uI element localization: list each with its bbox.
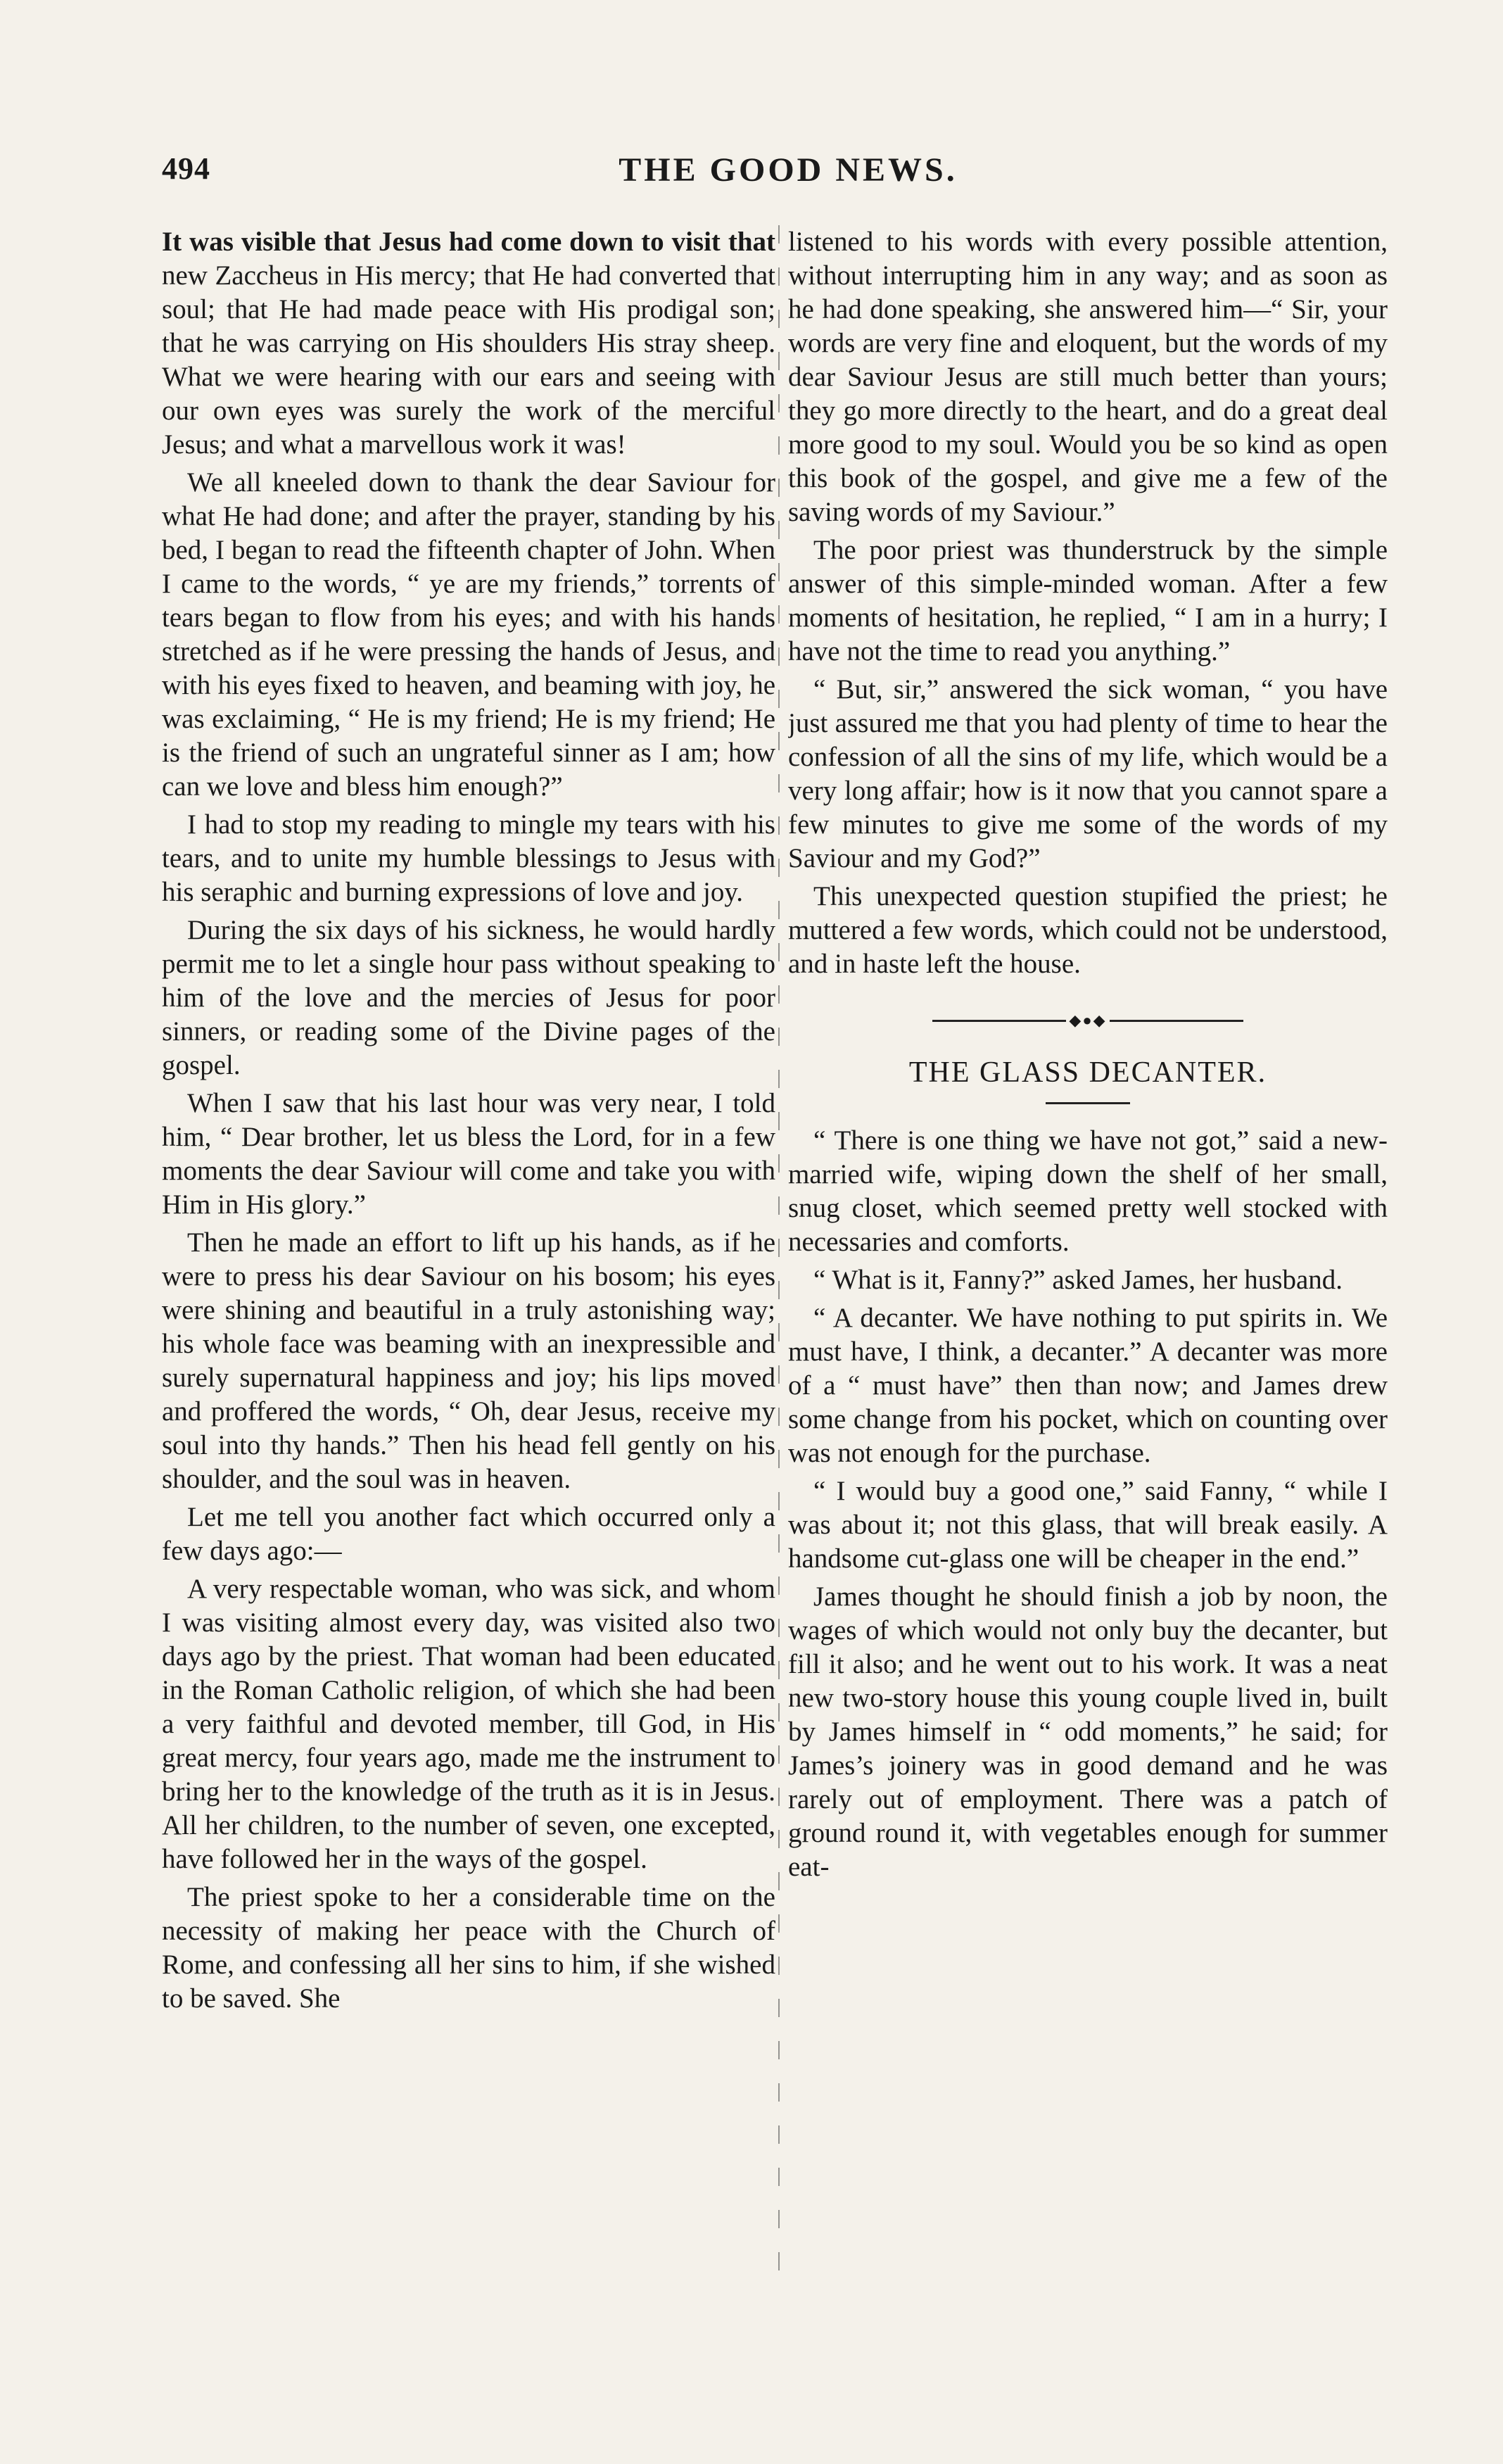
running-title: THE GOOD NEWS. bbox=[619, 151, 958, 189]
paragraph: Then he made an effort to lift up his hands, as if he were to press his dear Saviour on his bosom; his eyes were shining and beautiful in a truly astonishing way; his whole face was beaming with an inexpressible and surely supernatural happiness and joy; his lips moved and proffered the words, “ Oh, dear Jesus, receive my soul into thy hands.” Then his head fell gently on his shoulder, and the soul was in heaven. bbox=[162, 1227, 775, 1494]
paragraph: This unexpected question stupified the priest; he muttered a few words, which could not be understood, and in haste left the house. bbox=[788, 881, 1388, 979]
paragraph: A very respectable woman, who was sick, and whom I was visiting almost every day, was visited also two days ago by the priest. That woman had been educated in the Roman Catholic religion, of which she had been a very faithful and devoted member, till God, in His great mercy, four years ago, made me the instrument to bring her to the knowledge of the truth as it is in Jesus. All her children, to the number of seven, one excepted, have followed her in the ways of the gospel. bbox=[162, 1574, 775, 1874]
right-column bbox=[788, 225, 1388, 2386]
paragraph: “ There is one thing we have not got,” said a new-married wife, wiping down the shelf of her small, snug closet, which seemed pretty well stocked with necessaries and comforts. bbox=[788, 1125, 1388, 1257]
paragraph: When I saw that his last hour was very near, I told him, “ Dear brother, let us bless the Lord, for in a few moments the dear Saviour will come and take you with Him in His glory.” bbox=[162, 1088, 775, 1220]
paragraph: We all kneeled down to thank the dear Saviour for what He had done; and after the prayer, standing by his bed, I began to read the fifteenth chapter of John. When I came to the words, “ ye are my friends,” torrents of tears began to flow from his eyes; and with his hands stretched as if he were pressing the hands of Jesus, and with his eyes fixed to heaven, and beaming with joy, he was exclaiming, “ He is my friend; He is my friend; He is the friend of such an ungrateful sinner as I am; how can we love and bless him enough?” bbox=[162, 467, 775, 802]
paragraph: “ I would buy a good one,” said Fanny, “ while I was about it; not this glass, that will break easily. A handsome cut-glass one will be cheaper in the end.” bbox=[788, 1476, 1388, 1574]
paragraph: It was visible that Jesus had come down to visit that new Zaccheus in His mercy; that He had converted that soul; that He had made peace with His prodigal son; that he was carrying on His shoulders His stray sheep. What we were hearing with our ears and seeing with our own eyes was surely the work of the merciful Jesus; and what a marvellous work it was! bbox=[162, 227, 775, 460]
paragraph: I had to stop my reading to mingle my tears with his tears, and to unite my humble blessings to Jesus with his seraphic and burning expressions of love and joy. bbox=[162, 809, 775, 907]
left-column bbox=[162, 225, 775, 2386]
ornament-dots-icon: ◆●◆ bbox=[1069, 1011, 1107, 1029]
paragraph: Let me tell you another fact which occurred only a few days ago:— bbox=[162, 1502, 775, 1566]
ornament-line bbox=[932, 1020, 1066, 1022]
paragraph: “ A decanter. We have nothing to put spirits in. We must have, I think, a decanter.” A decanter was more of a “ must have” then than now; and James drew some change from his pocket, which on counting over was not enough for the purchase. bbox=[788, 1303, 1388, 1468]
ornament-line bbox=[1110, 1020, 1243, 1022]
page-number: 494 bbox=[162, 151, 210, 186]
page-header bbox=[162, 151, 1414, 200]
paragraph: The poor priest was thunderstruck by the simple answer of this simple-minded woman. After a few moments of hesitation, he replied, “ I am in a hurry; I have not the time to read you anything.” bbox=[788, 535, 1388, 666]
section-ornament bbox=[788, 1013, 1388, 1028]
column-divider bbox=[778, 225, 780, 2273]
paragraph: During the six days of his sickness, he would hardly permit me to let a single hour pass without speaking to him of the love and the mercies of Jesus for poor sinners, or reading some of the Divine pages of the gospel. bbox=[162, 915, 775, 1080]
paragraph: “ But, sir,” answered the sick woman, “ you have just assured me that you had plenty of time to hear the confession of all the sins of my life, which would be a very long affair; how is it now that you cannot spare a few minutes to give me some of the words of my Saviour and my God?” bbox=[788, 674, 1388, 873]
paragraph: “ What is it, Fanny?” asked James, her husband. bbox=[813, 1265, 1343, 1295]
paragraph: James thought he should finish a job by noon, the wages of which would not only buy the decanter, but fill it also; and he went out to his work. It was a neat new two-story house this young couple lived in, built by James himself in “ odd moments,” he said; for James’s joinery was in good demand and he was rarely out of employment. There was a patch of ground round it, with vegetables enough for summer eat- bbox=[788, 1581, 1388, 1882]
paragraph: listened to his words with every possible attention, without interrupting him in any way; and as soon as he had done speaking, she answered him—“ Sir, your words are very fine and eloquent, but the words of my dear Saviour Jesus are still much better than yours; they go more directly to the heart, and do a great deal more good to my soul. Would you be so kind as open this book of the gospel, and give me a few of the saving words of my Saviour.” bbox=[788, 227, 1388, 527]
title-rule bbox=[1046, 1102, 1130, 1104]
paragraph: The priest spoke to her a considerable time on the necessity of making her peace with the Church of Rome, and confessing all her sins to him, if she wished to be saved. She bbox=[162, 1882, 775, 2014]
section-title: THE GLASS DECANTER. bbox=[908, 1056, 1267, 1089]
